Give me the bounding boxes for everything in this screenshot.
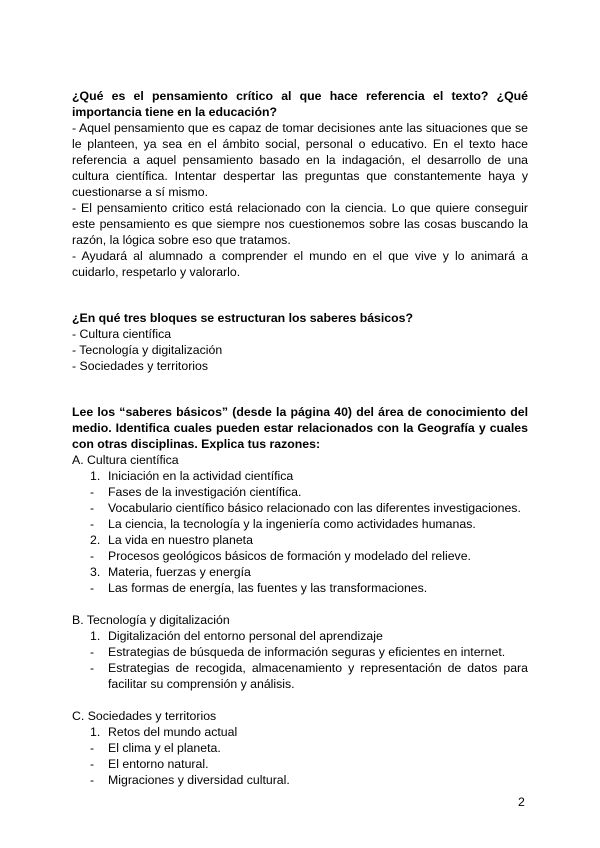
spacer xyxy=(72,596,528,612)
spacer xyxy=(72,374,528,404)
list-marker: - xyxy=(90,661,95,675)
list-item xyxy=(72,548,528,564)
list-item-text: Estrategias de recogida, almacenamiento y representación de datos para facilitar su comprensión y análisis. xyxy=(108,661,528,691)
list-item-text: El entorno natural. xyxy=(108,757,209,771)
list-item-text: La vida en nuestro planeta xyxy=(108,533,253,547)
block-list-item: - Tecnología y digitalización xyxy=(72,343,223,357)
list-item xyxy=(72,468,528,484)
list-item xyxy=(72,484,528,500)
block-list-item: - Cultura científica xyxy=(72,327,172,341)
list-marker: - xyxy=(90,485,95,499)
block-list-item: - Sociedades y territorios xyxy=(72,359,209,373)
list-item-text: Vocabulario científico básico relacionado con las diferentes investigaciones. xyxy=(108,501,521,515)
list-marker: - xyxy=(90,741,95,755)
block-b-list xyxy=(72,628,528,692)
block-b-title: B. Tecnología y digitalización xyxy=(72,613,230,627)
question-three-blocks: ¿En qué tres bloques se estructuran los saberes básicos? xyxy=(72,311,414,325)
answer-paragraph: - El pensamiento critico está relacionado con la ciencia. Lo que quiere conseguir este pensamiento es que siempre nos cuestionemos sobre las cosas buscando la razón, la lógica sobre eso que tratamos. xyxy=(72,201,528,247)
list-item xyxy=(72,532,528,548)
list-item-text: Las formas de energía, las fuentes y las transformaciones. xyxy=(108,581,428,595)
list-item xyxy=(72,500,528,516)
list-item xyxy=(72,724,528,740)
list-marker: - xyxy=(90,757,95,771)
block-c-list xyxy=(72,724,528,788)
list-item xyxy=(72,564,528,580)
block-a-title: A. Cultura científica xyxy=(72,453,179,467)
list-marker: 1. xyxy=(90,725,101,739)
list-item-text: La ciencia, la tecnología y la ingeniería como actividades humanas. xyxy=(108,517,476,531)
list-marker: - xyxy=(90,549,95,563)
list-item-text: Migraciones y diversidad cultural. xyxy=(108,773,290,787)
list-marker: - xyxy=(90,645,95,659)
list-marker: - xyxy=(90,501,95,515)
list-item-text: Fases de la investigación científica. xyxy=(108,485,302,499)
list-item xyxy=(72,644,528,660)
block-c-title: C. Sociedades y territorios xyxy=(72,709,217,723)
answer-paragraph: - Aquel pensamiento que es capaz de tomar decisiones ante las situaciones que se le planteen, ya sea en el ámbito social, personal o educativo. En el texto hace referencia a aquel pensamiento basado en la indagación, el desarrollo de una cultura científica. Intentar despertar las preguntas que constantemente haya y cuestionarse a sí mismo. xyxy=(72,121,528,199)
spacer xyxy=(72,692,528,708)
list-marker: 1. xyxy=(90,629,101,643)
list-marker: - xyxy=(90,517,95,531)
list-item-text: Retos del mundo actual xyxy=(108,725,238,739)
spacer xyxy=(72,280,528,310)
list-marker: 2. xyxy=(90,533,101,547)
list-marker: - xyxy=(90,581,95,595)
list-marker: 1. xyxy=(90,469,101,483)
list-item xyxy=(72,660,528,692)
list-item-text: Estrategias de búsqueda de información seguras y eficientes en internet. xyxy=(108,645,506,659)
list-item-text: Materia, fuerzas y energía xyxy=(108,565,251,579)
list-item xyxy=(72,580,528,596)
list-item xyxy=(72,756,528,772)
answer-paragraph: - Ayudará al alumnado a comprender el mundo en el que vive y lo animará a cuidarlo, respetarlo y valorarlo. xyxy=(72,249,528,279)
list-marker: 3. xyxy=(90,565,101,579)
list-item xyxy=(72,516,528,532)
question-critical-thinking: ¿Qué es el pensamiento crítico al que hace referencia el texto? ¿Qué importancia tiene en la educación? xyxy=(72,89,528,119)
list-item-text: Iniciación en la actividad científica xyxy=(108,469,294,483)
list-item-text: El clima y el planeta. xyxy=(108,741,221,755)
list-item xyxy=(72,628,528,644)
list-item xyxy=(72,772,528,788)
document-page xyxy=(72,88,528,788)
page-number: 2 xyxy=(518,795,525,809)
list-item xyxy=(72,740,528,756)
list-item-text: Digitalización del entorno personal del aprendizaje xyxy=(108,629,383,643)
question-saberes-basicos: Lee los “saberes básicos” (desde la página 40) del área de conocimiento del medio. Identifica cuales pueden estar relacionados con la Geografía y cuales con otras disciplinas. Explica tus razones: xyxy=(72,405,528,451)
list-item-text: Procesos geológicos básicos de formación y modelado del relieve. xyxy=(108,549,471,563)
list-marker: - xyxy=(90,773,95,787)
block-a-list xyxy=(72,468,528,596)
